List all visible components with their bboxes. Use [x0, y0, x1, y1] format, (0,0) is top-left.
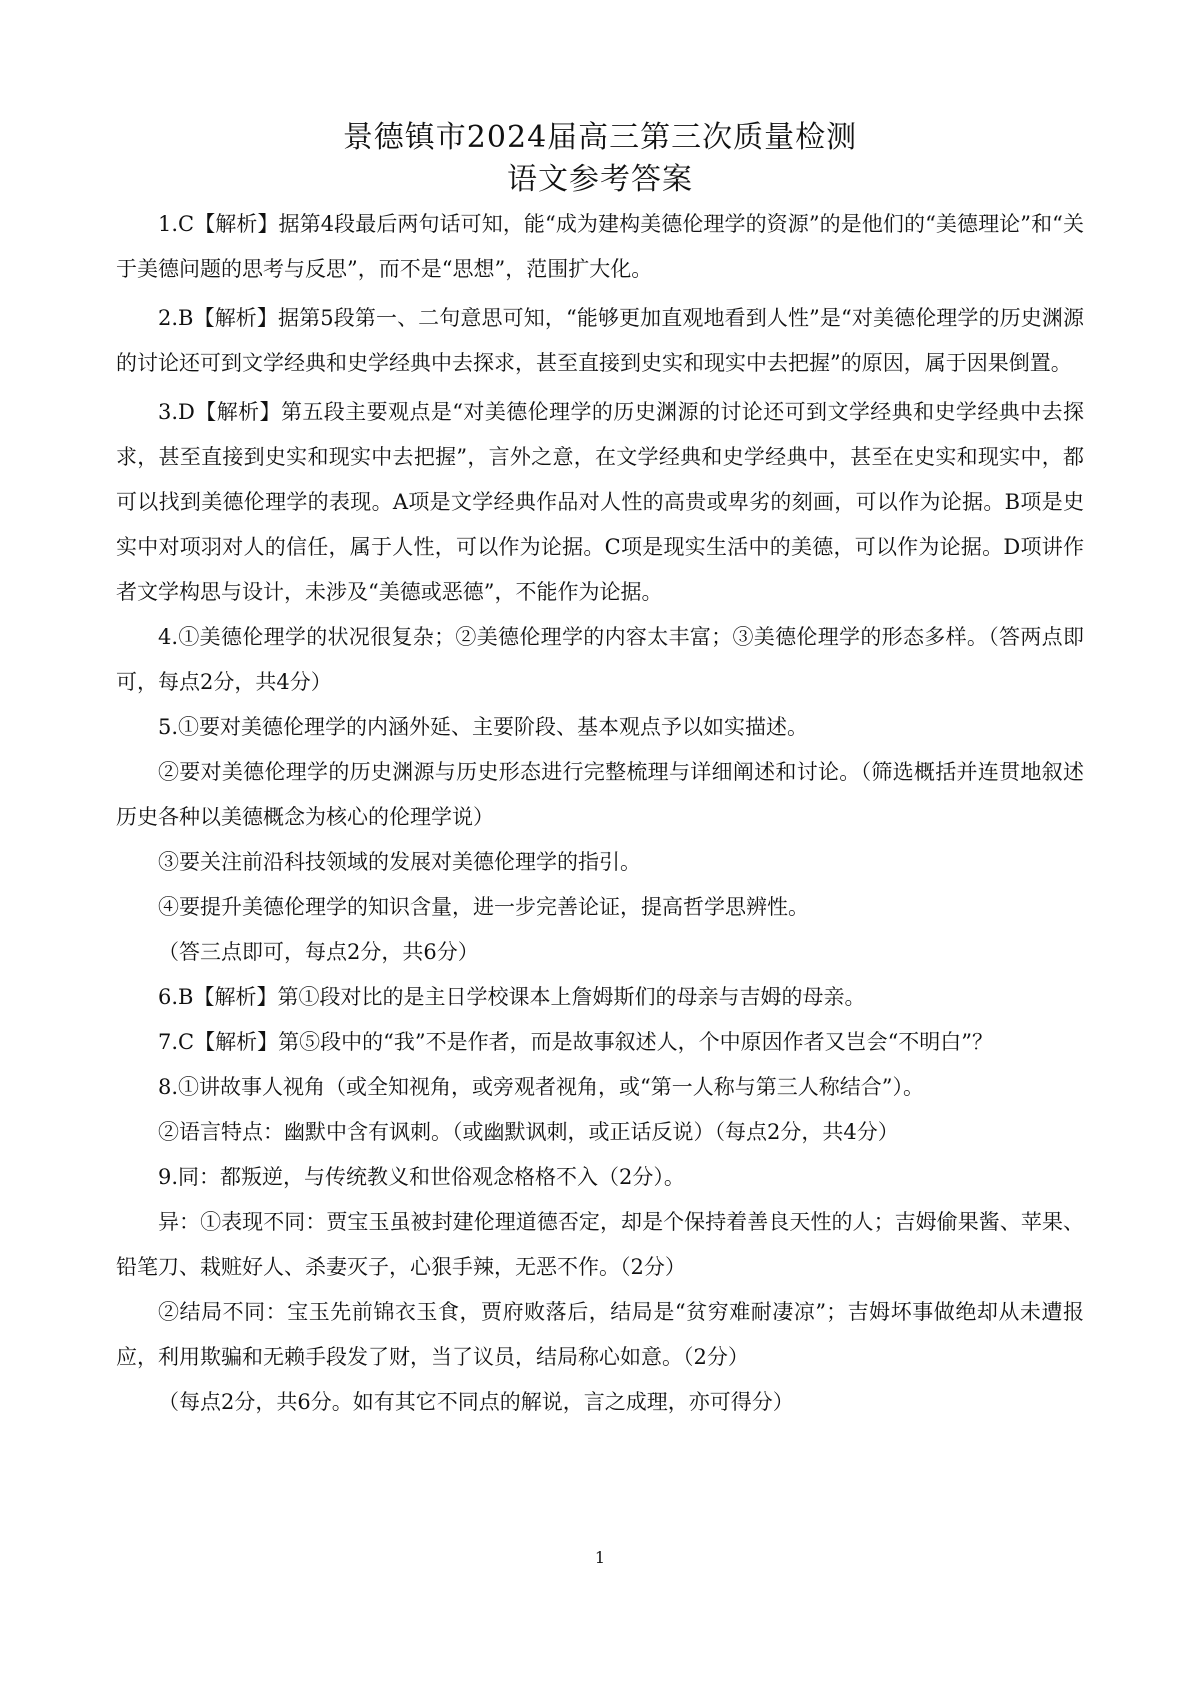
- answer-7: 7.C【解析】第⑤段中的“我”不是作者，而是故事叙述人，个中原因作者又岂会“不明白”？: [158, 1030, 994, 1054]
- page-subtitle: 语文参考答案: [507, 162, 693, 197]
- answer-9-scoring: （每点2分，共6分。如有其它不同点的解说，言之成理，亦可得分）: [158, 1390, 794, 1414]
- answer-5-scoring: （答三点即可，每点2分，共6分）: [158, 940, 479, 964]
- answer-5-point-1: 5.①要对美德伦理学的内涵外延、主要阶段、基本观点予以如实描述。: [158, 715, 809, 739]
- answer-8-point-2: ②语言特点：幽默中含有讽刺。（或幽默讽刺，或正话反说）（每点2分，共4分）: [158, 1120, 899, 1144]
- answer-5-point-3: ③要关注前沿科技领域的发展对美德伦理学的指引。: [158, 850, 641, 874]
- answer-2: 2.B【解析】据第5段第一、二句意思可知，“能够更加直观地看到人性”是“对美德伦理学的历史渊源的讨论还可到文学经典和史学经典中去探求，甚至直接到史实和现实中去把握”的原因，属于因果倒置。: [116, 306, 1084, 375]
- answer-5-point-2: ②要对美德伦理学的历史渊源与历史形态进行完整梳理与详细阐述和讨论。（筛选概括并连贯地叙述历史各种以美德概念为核心的伦理学说）: [116, 760, 1084, 829]
- answer-5-point-4: ④要提升美德伦理学的知识含量，进一步完善论证，提高哲学思辨性。: [158, 895, 809, 919]
- answer-body: [116, 202, 1084, 1425]
- answer-6: 6.B【解析】第①段对比的是主日学校课本上詹姆斯们的母亲与吉姆的母亲。: [158, 985, 866, 1009]
- answer-9-difference-1: 异：①表现不同：贾宝玉虽被封建伦理道德否定，却是个保持着善良天性的人；吉姆偷果酱、苹果、铅笔刀、栽赃好人、杀妻灭子，心狠手辣，无恶不作。（2分）: [116, 1210, 1084, 1279]
- answer-9-similarity: 9.同：都叛逆，与传统教义和世俗观念格格不入（2分）。: [158, 1165, 685, 1189]
- answer-4: 4.①美德伦理学的状况很复杂；②美德伦理学的内容太丰富；③美德伦理学的形态多样。（答两点即可，每点2分，共4分）: [116, 625, 1084, 694]
- answer-3: 3.D【解析】第五段主要观点是“对美德伦理学的历史渊源的讨论还可到文学经典和史学经典中去探求，甚至直接到史实和现实中去把握”，言外之意，在文学经典和史学经典中，甚至在史实和现实中，都可以找到美德伦理学的表现。A项是文学经典作品对人性的高贵或卑劣的刻画，可以作为论据。B项是史实中对项羽对人的信任，属于人性，可以作为论据。C项是现实生活中的美德，可以作为论据。D项讲作者文学构思与设计，未涉及“美德或恶德”，不能作为论据。: [116, 400, 1084, 604]
- page-number: 1: [594, 1548, 606, 1567]
- answer-9-difference-2: ②结局不同：宝玉先前锦衣玉食，贾府败落后，结局是“贫穷难耐凄凉”；吉姆坏事做绝却从未遭报应，利用欺骗和无赖手段发了财，当了议员，结局称心如意。（2分）: [116, 1300, 1084, 1369]
- page-title: 景德镇市2024届高三第三次质量检测: [342, 120, 858, 155]
- answer-1: 1.C【解析】据第4段最后两句话可知，能“成为建构美德伦理学的资源”的是他们的“美德理论”和“关于美德问题的思考与反思”，而不是“思想”，范围扩大化。: [116, 212, 1084, 281]
- answer-8-point-1: 8.①讲故事人视角（或全知视角，或旁观者视角，或“第一人称与第三人称结合”）。: [158, 1075, 925, 1099]
